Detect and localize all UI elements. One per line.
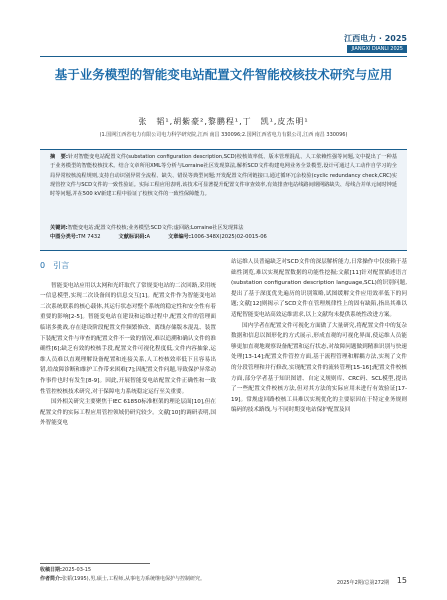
column-right	[231, 257, 407, 416]
keywords	[50, 224, 397, 233]
keywords-label: 关键词:	[50, 225, 68, 231]
paragraph: 站运维人员普遍缺乏对SCD文件的深层解析能力,日常操作中仅依赖于基础性浏览,难以实现配置数据的功能性挖掘;文献[11]针对配置描述语言(substation configuration description language,SCL)的识别问题,提出了基于深度优先遍历的识别策略,试图缓解文件应用效率低下的问题;文献[12]则揭示了SCD文件在管理规律性上的固有缺陷,指出其难以适配智能变电站高效运维需求,以上文献均未提供系统性改进方案。	[231, 259, 407, 318]
paragraph: 智能变电站应用以太网和光纤取代了常规变电站的二次回路,采用统一信息模型,实现二次设备间的信息交互[1]。配置文件作为智能变电站二次系统联系的核心载体,其运行状态对整个系统的稳定性和安全性有着重要的影响[2-5]。智能变电站在建设和运维过程中,配置文件的管理面临诸多挑战,存在建设阶段配置文件频繁修改、离线存储版本混乱、装置下装配置文件与审查的配置文件不一致的情况,难以追溯和确认文件的准确性[6];缺乏有效的校核手段,配置文件可视化程度低,文件内容抽象,运维人员难以直观理解设备配置和连接关系,人工校核效率低下且容易出错,给故障诊断和维护工作带来困难[7];因配置文件问题,导致保护异常动作事件也时有发生[8-9]。因此,开展智能变电站配置文件正确性和一致性管控校核技术研究,对于保障电力系统稳定运行至关重要。	[40, 282, 216, 395]
column-left	[40, 257, 216, 429]
document-code: 文献标识码:A	[118, 234, 151, 240]
article-number: 文章编号:1006-348X(2025)02-0015-06	[168, 234, 267, 240]
page-number: 15	[396, 576, 407, 585]
paragraph: 国外相关研究主要聚焦于IEC 61850标准框架的理论层面[10],但在配置文件的实际工程应用管控领域仍研究较少。文献[10]的调研表明,国外智能变电	[40, 399, 216, 427]
article-meta	[50, 233, 397, 242]
abstract-text: 针对智能变电站配置文件(substation configuration description,SCD)校核效率低、版本管理混乱、人工依赖性强等问题,文中提出了一种基于业务模型的智能校核技术。结合文章所用XML等分析与Lorraine社区发现算法,解析SCD文件构建电网业务全景模型,设计可通过人工动作自学习的全局异常校核流程规则,支持自动识别异常全流程、缺失、错误等典型问题;开发配置文件闭链接口,通过循环冗余校验(cyclic redundancy check,CRC)实现管控文件与SCD文件的一致性验证。实际工程应用表明,该技术可显著提升配置文件审查效率,有效排查电站线路间钢网路缺失、母线合并单元间时钟延时等问题,并在500 kV新建工程中验证了校核文件的一致性保障能力。	[50, 154, 397, 198]
journal-name: 江西电力 · 2025	[344, 34, 407, 43]
journal-name-en: JIANGXI DIANLI 2025	[347, 45, 407, 53]
footnote-author: 作者简介:张韬(1995),男,硕士,工程师,从事电力系统继电保护与控制研究。	[40, 576, 205, 582]
abstract-label: 摘 要:	[50, 154, 68, 160]
footer-issue: 2025年2期/总第272期	[336, 580, 389, 586]
section-title: 0 引言	[40, 261, 70, 270]
article-title: 基于业务模型的智能变电站配置文件智能校核技术研究与应用	[54, 67, 393, 82]
footnote-rule	[40, 563, 150, 564]
abstract	[50, 153, 397, 199]
paragraph: 国内学者在配置文件可视化方面做了大量研究,将配置文件中的复杂数据和信息以图形化的方式展示,形成直观的可视化界面,使运维人员能够更加直观地观察设备配置和运行状态,对故障问题做到精准识别与快速处理[13-14];配置文件管控方面,基于流程管理和解耦方法,实现了文件的分段管理和并行修改,实现配置文件的流转管理[15-16];配置文件校核方面,部分学者基于知识图谱、自定义规则库、CRC码、SCL模型,提出了一些配置文件校核方法,但对其方法的实际应用未进行有效验证[17-19]。常规虚回路校核工具难以实现优化的主要原因在于特定业务规则编码的技术路线,与不同时期变电站保护配置及回	[231, 322, 407, 414]
header-rule	[40, 56, 407, 57]
article-authors: 张 韬¹,胡紫豪²,黎鹏程¹,丁 凯¹,皮杰明¹	[138, 117, 309, 126]
article-affiliation: (1.国网江西省电力有限公司电力科学研究院,江西 南昌 330096;2.国网江西省电力有限公司,江西 南昌 330096)	[99, 132, 348, 138]
keywords-text: 智能变电站;配置文件校核;业务模型;SCD文件;虚回路;Lorraine社区发现算法	[67, 225, 244, 231]
clc-number: 中图分类号:TM 7432	[50, 234, 101, 240]
footnote-received: 收稿日期:2025-03-15	[40, 567, 92, 573]
